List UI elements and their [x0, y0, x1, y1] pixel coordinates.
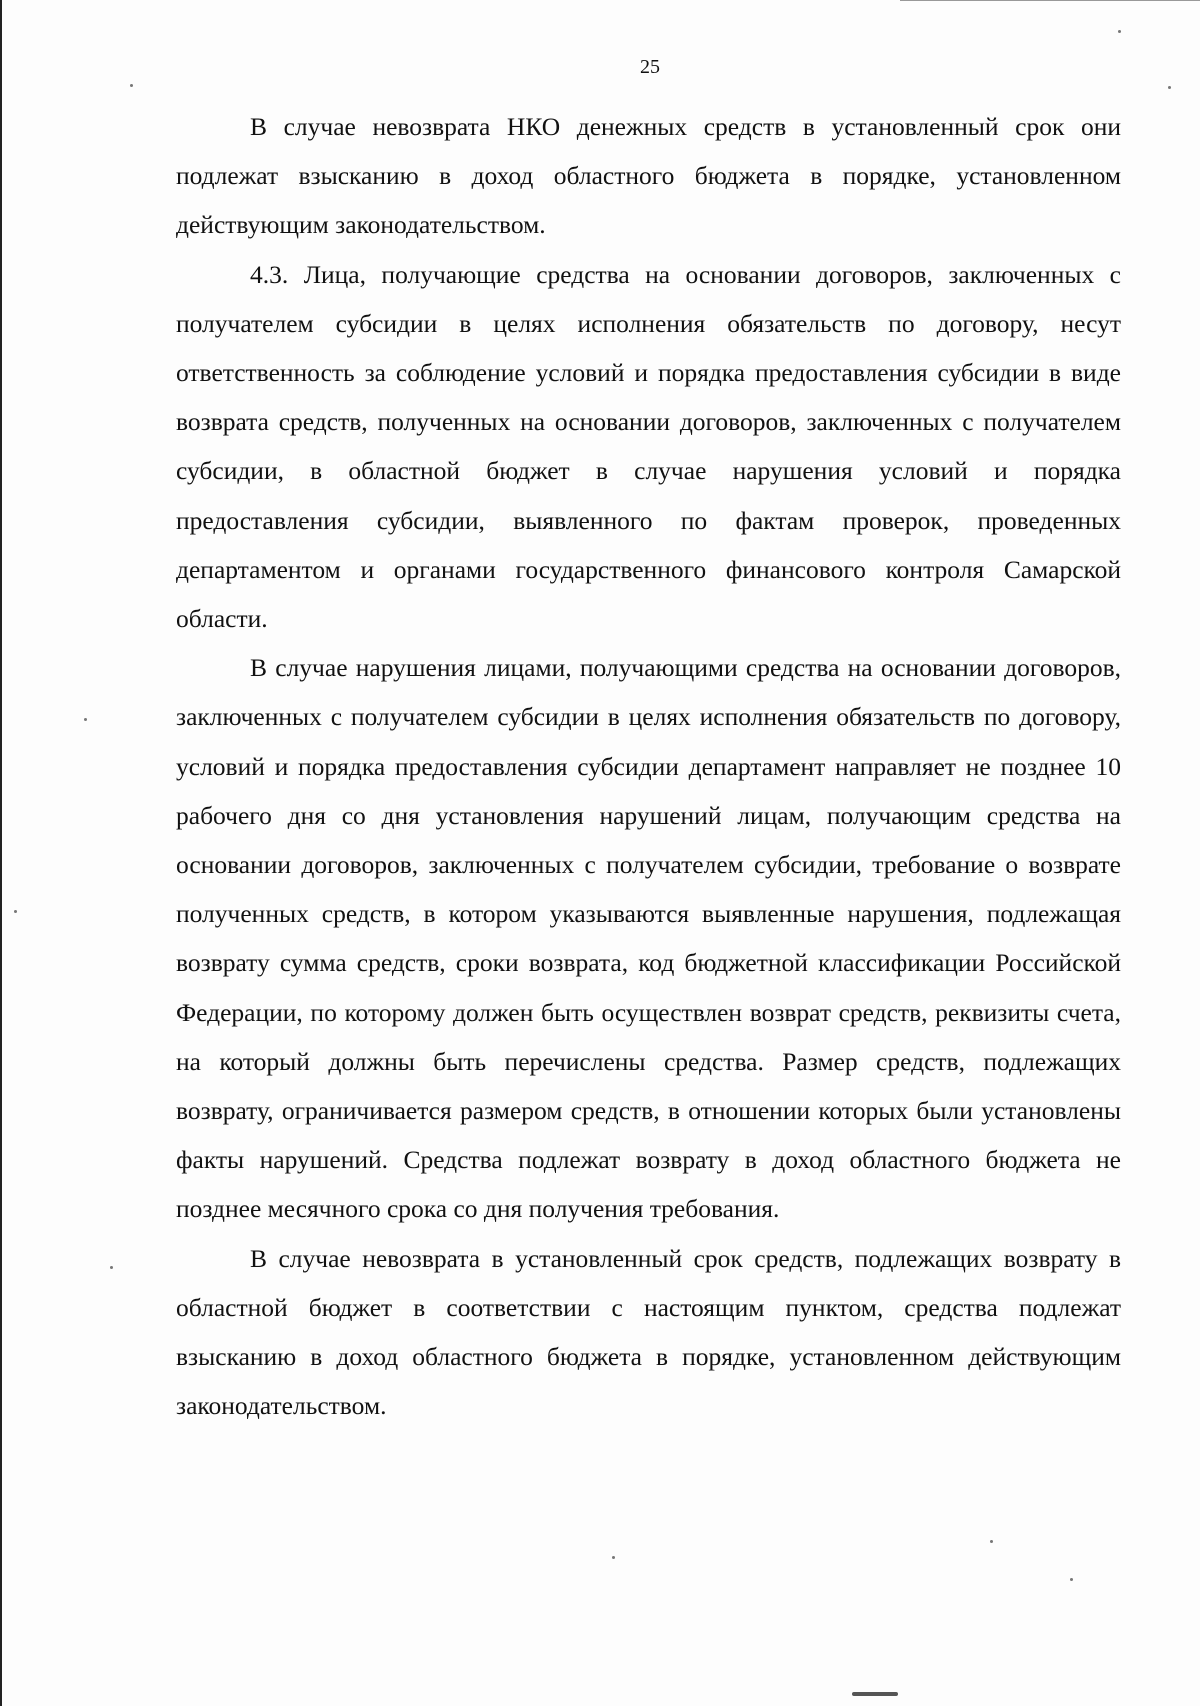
scan-smudge: [852, 1692, 898, 1696]
scan-speck: [1168, 86, 1171, 89]
scan-speck: [14, 910, 17, 913]
paragraph-1: В случае невозврата НКО денежных средств в установленный срок они подлежат взысканию в доход областного бюджета в порядке, установленном действующим законодательством.: [176, 112, 1121, 240]
paragraph-3: В случае нарушения лицами, получающими средства на основании договоров, заключенных с получателем субсидии в целях исполнения обязательств по договору, условий и порядка предоставления субсидии департамент направляет не позднее 10 рабочего дня со дня установления нарушений лицам, получающим средства на основании договоров, заключенных с получателем субсидии, требование о возврате полученных средств, в котором указываются выявленные нарушения, подлежащая возврату сумма средств, сроки возврата, код бюджетной классификации Российской Федерации, по которому должен быть осуществлен возврат средств, реквизиты счета, на который должны быть перечислены средства. Размер средств, подлежащих возврату, ограничивается размером средств, в отношении которых были установлены факты нарушений. Средства подлежат возврату в доход областного бюджета не позднее месячного срока со дня получения требования.: [176, 653, 1121, 1224]
scan-speck: [84, 718, 87, 721]
paragraph-2: 4.3. Лица, получающие средства на основании договоров, заключенных с получателем субсидии в целях исполнения обязательств по договору, несут ответственность за соблюдение условий и порядка предоставления субсидии в виде возврата средств, полученных на основании договоров, заключенных с получателем субсидии, в областной бюджет в случае нарушения условий и порядка предоставления субсидии, выявленного по фактам проверок, проведенных департаментом и органами государственного финансового контроля Самарской области.: [176, 259, 1121, 634]
scan-speck: [1118, 30, 1121, 33]
scan-speck: [1070, 1578, 1073, 1581]
scan-left-edge: [0, 0, 2, 1706]
scan-speck: [130, 84, 133, 87]
document-body: [176, 102, 1121, 1430]
scan-speck: [110, 1266, 113, 1269]
scan-speck: [990, 1540, 993, 1543]
paragraph-4: В случае невозврата в установленный срок средств, подлежащих возврату в областной бюджет в соответствии с настоящим пунктом, средства подлежат взысканию в доход областного бюджета в порядке, установленном действующим законодательством.: [176, 1243, 1121, 1421]
page-number: 25: [640, 56, 660, 78]
scan-top-edge: [900, 0, 1200, 1]
scan-speck: [612, 1556, 615, 1559]
